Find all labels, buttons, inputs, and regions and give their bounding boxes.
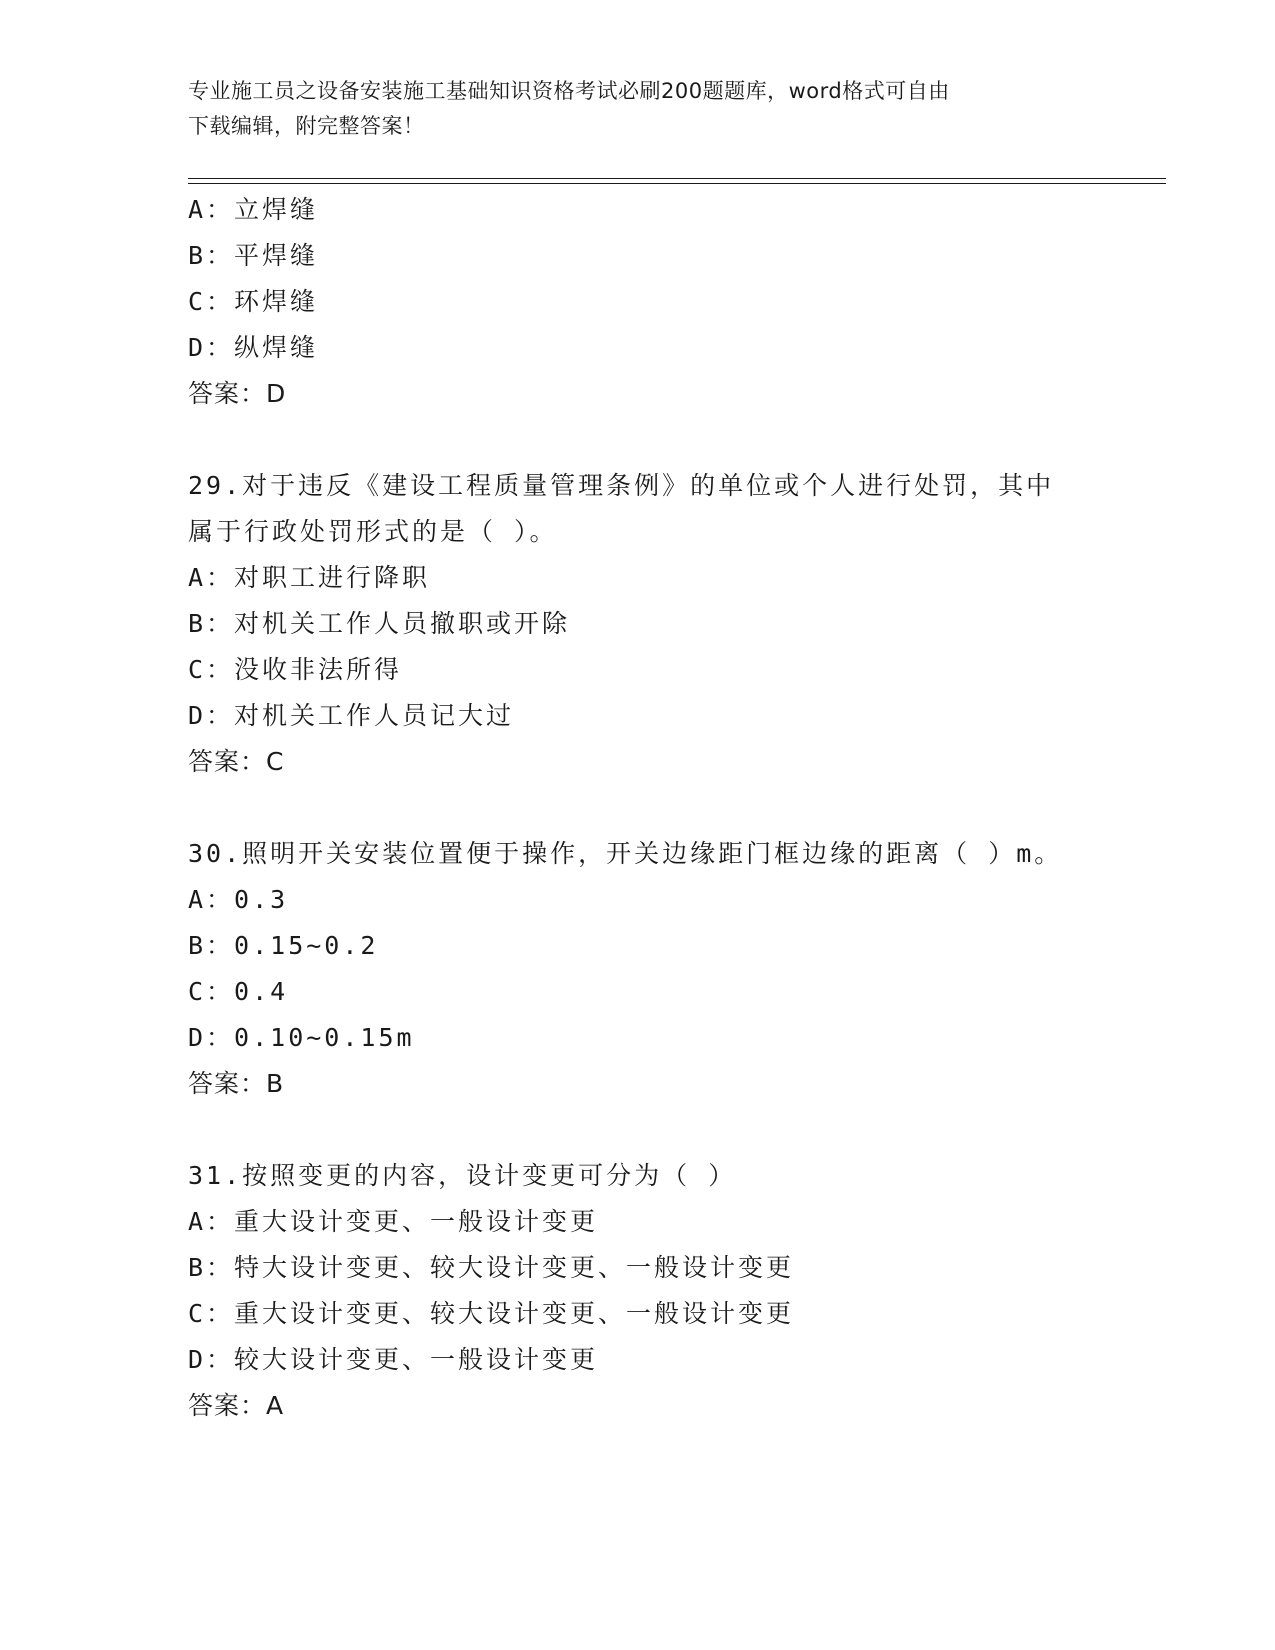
option-b: B：平焊缝 [188,241,319,270]
option-d: D：较大设计变更、一般设计变更 [188,1345,599,1374]
question-stem-line-1: 30.照明开关安装位置便于操作，开关边缘距门框边缘的距离（ ）m。 [188,839,1063,868]
question-stem-line-2: 属于行政处罚形式的是（ ）。 [188,517,558,546]
option-a: A：0.3 [188,885,289,914]
spacer [188,417,1088,463]
option-a: A：重大设计变更、一般设计变更 [188,1207,599,1236]
option-c: C：没收非法所得 [188,655,403,684]
question-list [188,187,1088,1429]
question-stem-line-1: 31.按照变更的内容，设计变更可分为（ ） [188,1161,737,1190]
option-d: D：对机关工作人员记大过 [188,701,515,730]
spacer [188,785,1088,831]
answer: 答案：C [188,747,285,776]
answer: 答案：B [188,1069,285,1098]
option-c: C：环焊缝 [188,287,319,316]
option-b: B：特大设计变更、较大设计变更、一般设计变更 [188,1253,795,1282]
document-header [188,74,1068,144]
question-31 [188,1153,1088,1429]
option-d: D：0.10~0.15m [188,1023,415,1052]
header-divider-bottom [188,183,1166,184]
option-a: A：对职工进行降职 [188,563,431,592]
option-d: D：纵焊缝 [188,333,319,362]
spacer [188,1107,1088,1153]
question-30 [188,831,1088,1107]
option-a: A：立焊缝 [188,195,319,224]
option-b: B：0.15~0.2 [188,931,379,960]
question-29 [188,463,1088,785]
question-28 [188,187,1088,417]
answer: 答案：D [188,379,287,408]
option-c: C：重大设计变更、较大设计变更、一般设计变更 [188,1299,795,1328]
option-c: C：0.4 [188,977,289,1006]
header-line-2: 下载编辑，附完整答案！ [188,114,425,138]
option-b: B：对机关工作人员撤职或开除 [188,609,571,638]
header-line-1: 专业施工员之设备安装施工基础知识资格考试必刷200题题库，word格式可自由 [188,79,950,103]
header-divider-top [188,178,1166,179]
question-stem-line-1: 29.对于违反《建设工程质量管理条例》的单位或个人进行处罚，其中 [188,471,1055,500]
answer: 答案：A [188,1391,285,1420]
